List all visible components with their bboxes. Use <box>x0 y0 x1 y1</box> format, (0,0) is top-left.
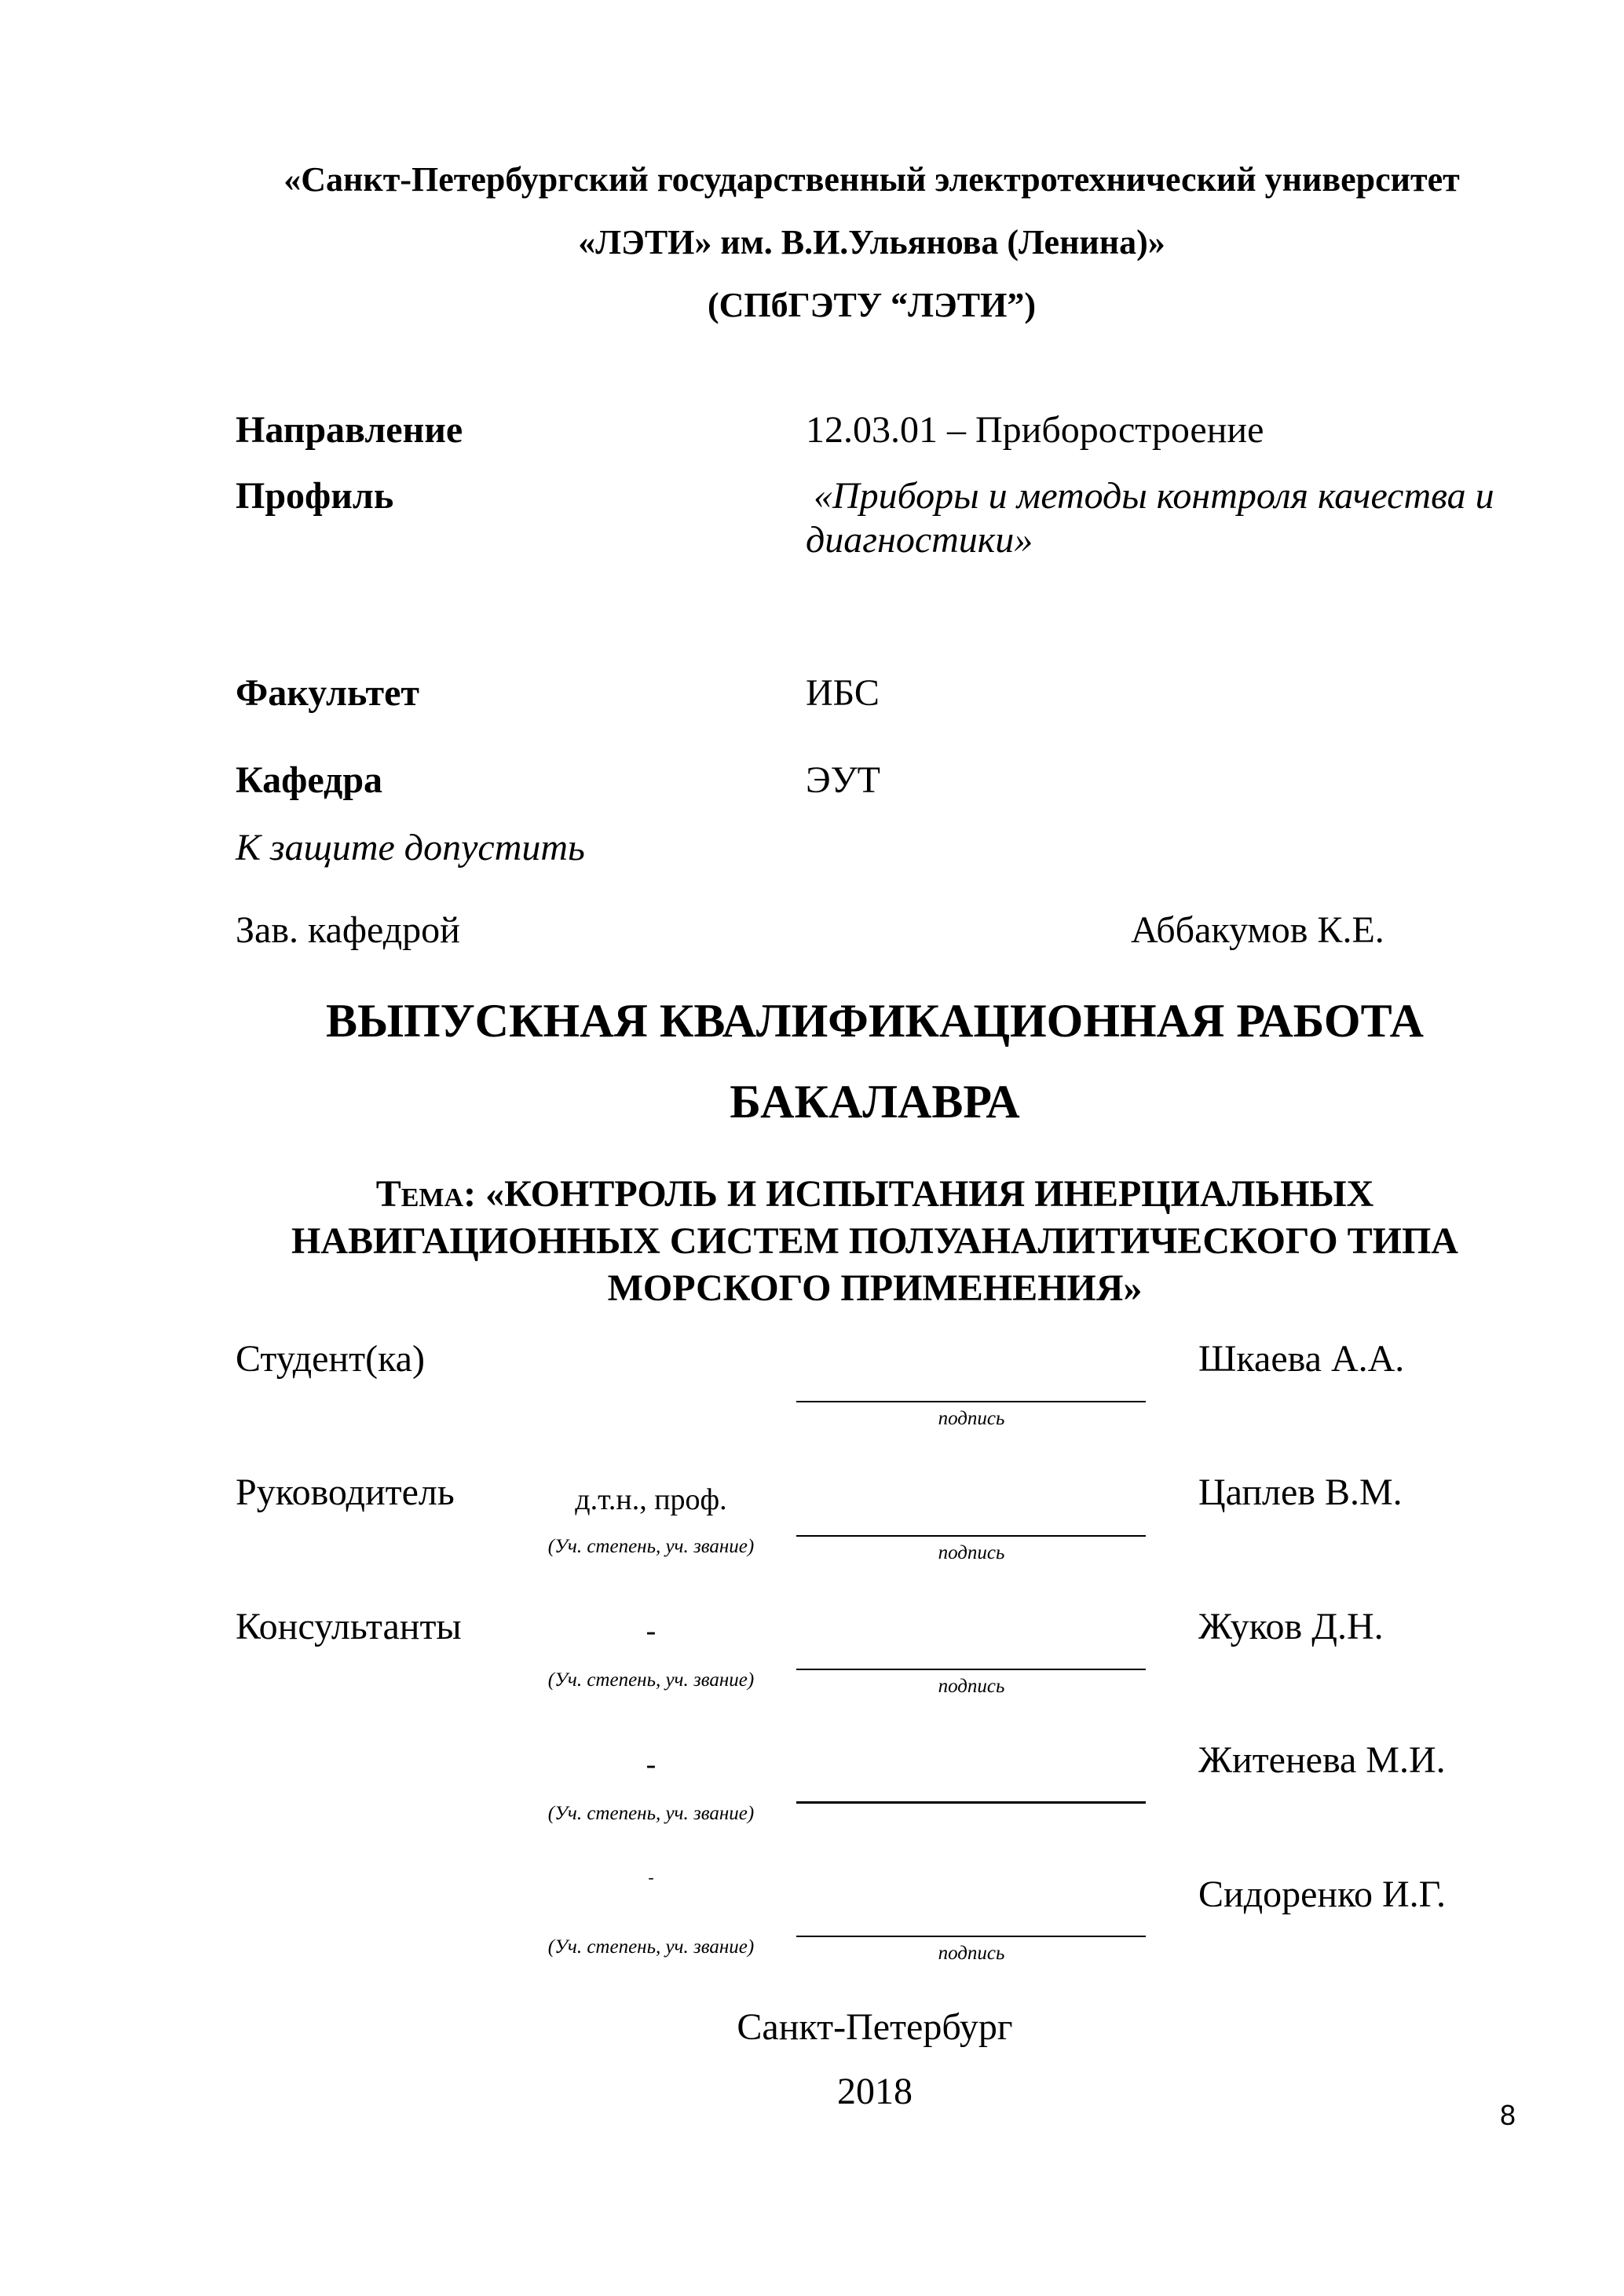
consultant-signature-line <box>796 1936 1146 1937</box>
theme-line3: МОРСКОГО ПРИМЕНЕНИЯ» <box>607 1267 1143 1309</box>
consultant-degree: - <box>646 1614 657 1647</box>
head-of-department-name: Аббакумов К.Е. <box>1131 909 1384 951</box>
page-number: 8 <box>1500 2099 1516 2131</box>
faculty-label: Факультет <box>236 672 419 714</box>
student-signature-line <box>796 1401 1146 1402</box>
consultant-name: Сидоренко И.Г. <box>1198 1874 1446 1915</box>
theme-line1 <box>376 1175 1374 1213</box>
consultant-signature-line <box>796 1801 1146 1804</box>
degree-caption: (Уч. степень, уч. звание) <box>547 1669 755 1691</box>
work-title-line2: БАКАЛАВРА <box>730 1076 1020 1128</box>
supervisor-signature-line <box>796 1535 1146 1537</box>
supervisor-name: Цаплев В.М. <box>1198 1472 1403 1513</box>
consultant-name: Жуков Д.Н. <box>1198 1606 1384 1647</box>
student-name: Шкаева А.А. <box>1198 1338 1405 1380</box>
supervisor-degree: д.т.н., проф. <box>575 1483 727 1516</box>
faculty-value: ИБС <box>806 672 880 714</box>
consultants-label: Консультанты <box>236 1606 462 1647</box>
profile-label: Профиль <box>236 475 394 517</box>
supervisor-label: Руководитель <box>236 1472 455 1513</box>
signature-caption: подпись <box>938 1676 1005 1697</box>
university-name-line1: «Санкт-Петербургский государственный электротехнический университет <box>283 160 1460 199</box>
degree-caption: (Уч. степень, уч. звание) <box>547 1936 755 1958</box>
university-name-line2: «ЛЭТИ» им. В.И.Ульянова (Ленина)» <box>578 223 1165 261</box>
work-title-line1: ВЫПУСКНАЯ КВАЛИФИКАЦИОННАЯ РАБОТА <box>326 995 1424 1047</box>
signature-caption: подпись <box>938 1408 1005 1429</box>
university-abbreviation: (СПбГЭТУ “ЛЭТИ”) <box>708 286 1036 324</box>
department-value: ЭУТ <box>806 759 880 801</box>
degree-caption: (Уч. степень, уч. звание) <box>547 1536 755 1557</box>
student-label: Студент(ка) <box>236 1338 425 1380</box>
profile-value-line1: «Приборы и методы контроля качества и <box>814 475 1494 517</box>
degree-caption: (Уч. степень, уч. звание) <box>547 1803 755 1824</box>
admission-text: К защите допустить <box>236 827 585 868</box>
profile-value-line2: диагностики» <box>806 519 1033 561</box>
signature-caption: подпись <box>938 1943 1005 1964</box>
head-of-department-label: Зав. кафедрой <box>236 909 460 951</box>
consultant-name: Житенева М.И. <box>1198 1739 1446 1781</box>
department-label: Кафедра <box>236 759 383 801</box>
theme-text-line1: «КОНТРОЛЬ И ИСПЫТАНИЯ ИНЕРЦИАЛЬНЫХ <box>485 1173 1374 1215</box>
signature-caption: подпись <box>938 1542 1005 1563</box>
consultant-degree: - <box>646 1748 657 1781</box>
direction-label: Направление <box>236 409 463 451</box>
direction-value: 12.03.01 – Приборостроение <box>806 409 1264 451</box>
theme-prefix: Тема: <box>375 1173 477 1215</box>
theme-line2: НАВИГАЦИОННЫХ СИСТЕМ ПОЛУАНАЛИТИЧЕСКОГО ТИПА <box>291 1220 1458 1262</box>
city: Санкт-Петербург <box>737 2006 1013 2048</box>
year: 2018 <box>837 2071 913 2112</box>
consultant-signature-line <box>796 1669 1146 1670</box>
consultant-degree: - <box>648 1867 654 1887</box>
